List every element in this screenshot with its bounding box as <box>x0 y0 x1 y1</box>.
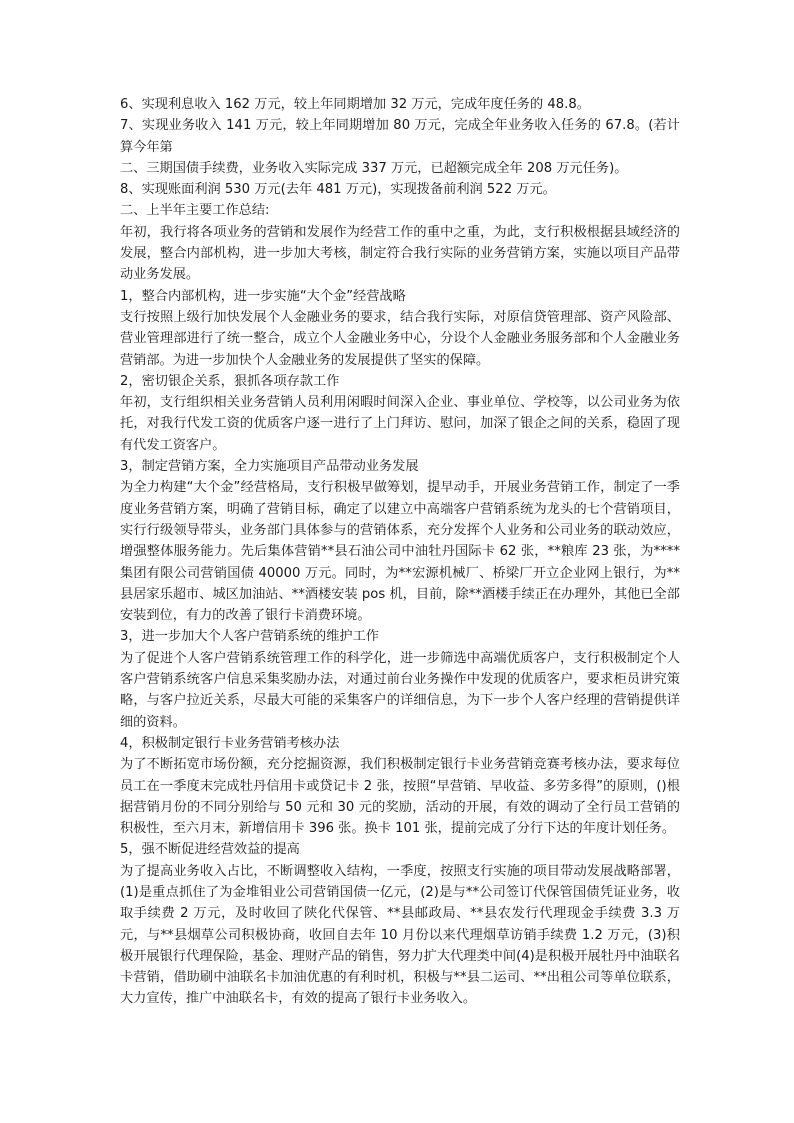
paragraph-3: 为全力构建“大个金”经营格局，支行积极早做筹划，提早动手，开展业务营销工作，制定了一季度业务营销方案，明确了营销目标，确定了以建立中高端客户营销系统为龙头的七个营销项目，实行行级领导带头，业务部门具体参与的营销体系，充分发挥个人业务和公司业务的联动效应，增强整体服务能力。先后集体营销**县石油公司中油牡丹国际卡 62 张，**粮库 23 张，为****集团有限公司营销国债 40000 万元。同时，为**宏源机械厂、桥梁厂开立企业网上银行，为**县居家乐超市、城区加油站、**酒楼安装 pos 机，目前，除**酒楼手续正在办理外，其他已全部安装到位，有力的改善了银行卡消费环境。 <box>120 480 680 624</box>
paragraph-6: 为了提高业务收入占比，不断调整收入结构，一季度，按照支行实施的项目带动发展战略部署，(1)是重点抓住了为金堆钼业公司营销国债一亿元，(2)是与**公司签订代保管国债凭证业务，收取手续费 2 万元，及时收回了陕化代保管、**县邮政局、**县农发行代理现金手续费 3.3 万元，与**县烟草公司积极协商，收回自去年 10 月份以来代理烟草访销手续费 1.2 万元，(3)积极开展银行代理保险，基金、理财产品的销售，努力扩大代理类中间(4)是积极开展牡丹中油联名卡营销，借助刷中油联名卡加油优惠的有利时机，积极与**县二运司、**出租公司等单位联系，大力宣传，推广中油联名卡，有效的提高了银行卡业务收入。 <box>120 863 680 1007</box>
text-line-1: 6、实现利息收入 162 万元，较上年同期增加 32 万元，完成年度任务的 48.8。 <box>120 97 590 112</box>
paragraph-1: 支行按照上级行加快发展个人金融业务的要求，结合我行实际，对原信贷管理部、资产风险部、营业管理部进行了统一整合，成立个人金融业务中心，分设个人金融业务服务部和个人金融业务营销部。为进一步加快个人金融业务的发展提供了坚实的保障。 <box>120 309 680 368</box>
subheading-5: 4，积极制定银行卡业务营销考核办法 <box>120 735 340 751</box>
section-heading: 二、上半年主要工作总结: <box>120 203 270 219</box>
subheading-6: 5，强不断促进经营效益的提高 <box>120 842 300 858</box>
paragraph-2: 年初，支行组织相关业务营销人员利用闲暇时间深入企业、事业单位、学校等，以公司业务为依托，对我行代发工资的优质客户逐一进行了上门拜访、慰问，加深了银企之间的关系，稳固了现有代发工资客户。 <box>120 395 680 453</box>
paragraph-5: 为了不断拓宽市场份额，充分挖掘资源，我们积极制定银行卡业务营销竞赛考核办法，要求每位员工在一季度末完成牡丹信用卡或贷记卡 2 张，按照“早营销、早收益、多劳多得”的原则，()根据营销月份的不同分别给与 50 元和 30 元的奖励，活动的开展，有效的调动了全行员工营销的积极性，至六月末，新增信用卡 396 张。换卡 101 张，提前完成了分行下达的年度计划任务。 <box>120 757 680 837</box>
intro-paragraph: 年初，我行将各项业务的营销和发展作为经营工作的重中之重，为此，支行积极根据县域经济的发展，整合内部机构，进一步加大考核，制定符合我行实际的业务营销方案，实施以项目产品带动业务发展。 <box>120 224 680 283</box>
document-page <box>120 94 680 1010</box>
paragraph-4: 为了促进个人客户营销系统管理工作的科学化，进一步筛选中高端优质客户，支行积极制定个人客户营销系统客户信息采集奖励办法，对通过前台业务操作中发现的优质客户，要求柜员讲究策略，与客户拉近关系，尽最大可能的采集客户的详细信息，为下一步个人客户经理的营销提供详细的资料。 <box>120 650 680 730</box>
subheading-2: 2，密切银企关系，狠抓各项存款工作 <box>120 373 340 389</box>
subheading-3: 3，制定营销方案，全力实施项目产品带动业务发展 <box>120 459 419 475</box>
subheading-1: 1，整合内部机构，进一步实施“大个金”经营战略 <box>120 288 406 304</box>
text-line-3: 二、三期国债手续费，业务收入实际完成 337 万元，已超额完成全年 208 万元任务)。 <box>120 160 628 176</box>
text-line-2: 7、实现业务收入 141 万元，较上年同期增加 80 万元，完成全年业务收入任务的 67.8。(若计算今年第 <box>120 118 680 155</box>
subheading-4: 3，进一步加大个人客户营销系统的维护工作 <box>120 629 379 645</box>
text-line-4: 8、实现账面利润 530 万元(去年 481 万元)，实现拨备前利润 522 万元。 <box>120 182 556 198</box>
